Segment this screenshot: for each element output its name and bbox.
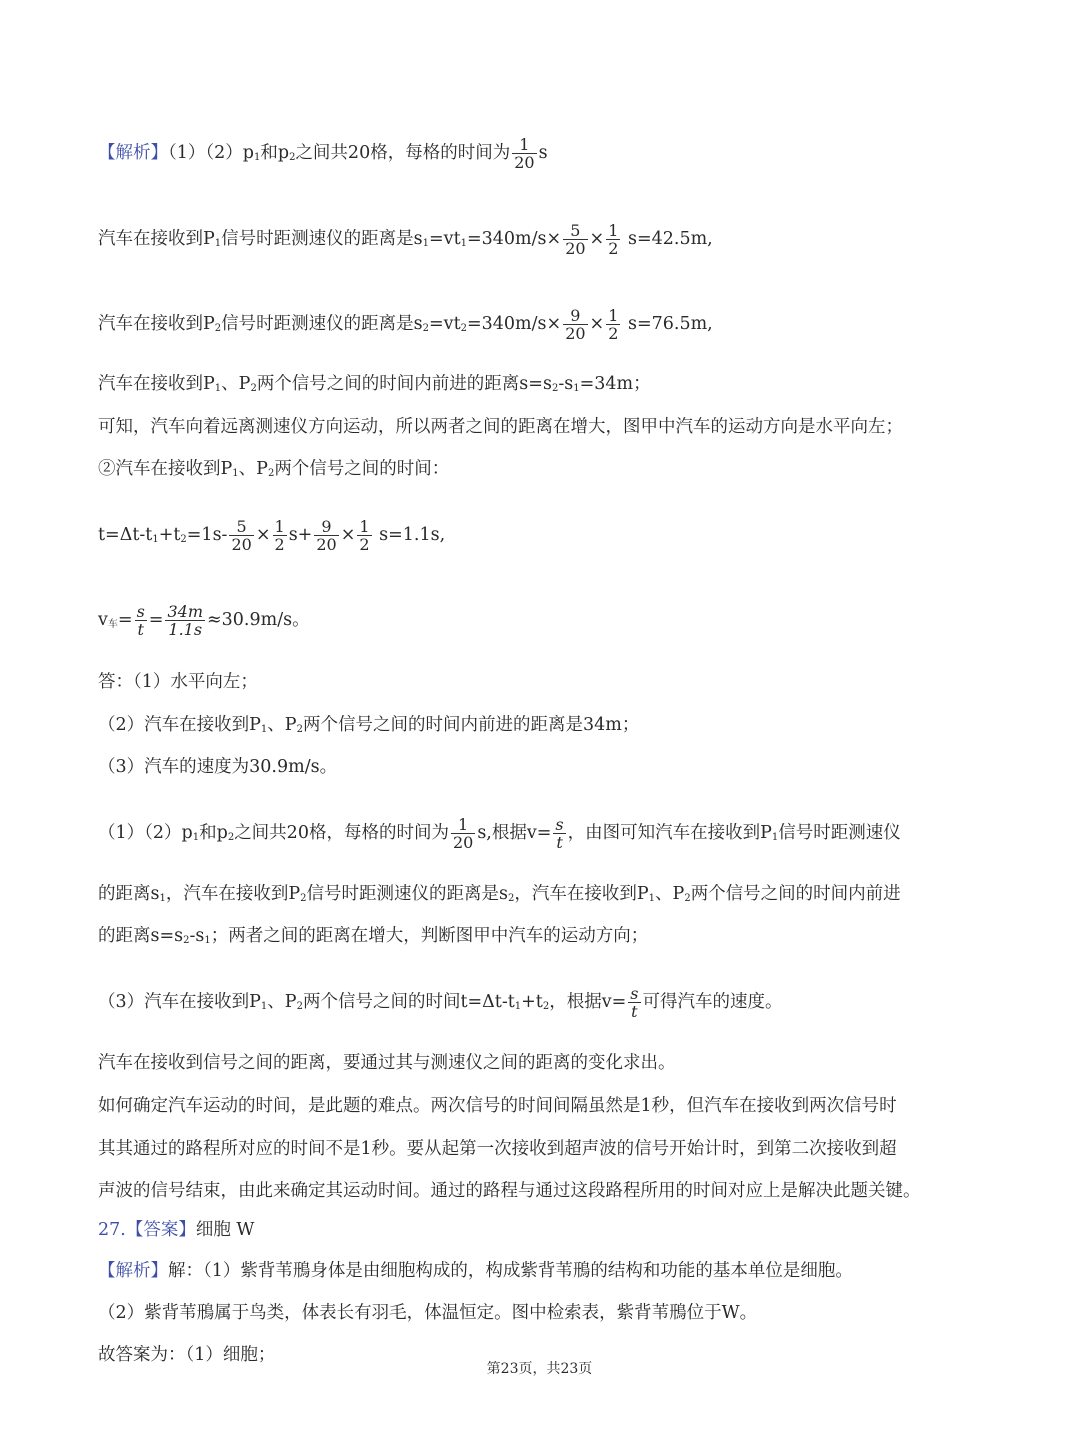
time-intro-line: ②汽车在接收到$P_1$、$P_2$两个信号之间的时间：: [98, 459, 450, 479]
note-line-1: $(1)(2)p_1$和$p_2$之间共20格，每格的时间为 $\frac{1}{20}$ s,根据v= $\frac{s}{t}$ ，由图可知汽车在接收到$P_1$信号时距测速仪: [98, 815, 901, 852]
q27-analysis-line-2: （2）紫背苇鳽属于鸟类，体表长有羽毛，体温恒定。图中检索表，紫背苇鳽位于W。: [98, 1303, 758, 1323]
page-footer: 第23页，共23页: [486, 1361, 593, 1377]
comment-line-4: 声波的信号结束，由此来确定其运动时间。通过的路程与通过这段路程所用的时间对应上是解决此题关键。: [98, 1181, 921, 1201]
fraction: $\frac{s}{t}$: [630, 984, 639, 1021]
calc-s2-line: 汽车在接收到$P_2$信号时距测速仪的距离是$s_2=vt_2=340m/s\times$ $\frac{9}{20}$ × $\frac{1}{2}$ s=76.5m,: [98, 306, 713, 343]
note-line-4: （3）汽车在接收到$P_1$、$P_2$两个信号之间的时间$t=\Delta t-t_1+t_2$，根据v= $\frac{s}{t}$ 可得汽车的速度。: [98, 984, 783, 1021]
q27-final-answer: 故答案为：（1）细胞；: [98, 1345, 276, 1365]
fraction: $\frac{s}{t}$: [136, 602, 145, 639]
velocity-calc-line: $v_车=$ $\frac{s}{t}$ = $\frac{34m}{1.1s}$ ≈30.9m/s。: [98, 602, 310, 639]
fraction: $\frac{5}{20}$: [231, 517, 252, 554]
time-calc-line: $t=\Delta t-t_1+t_2=1s-$ $\frac{5}{20}$ × $\frac{1}{2}$ s+ $\frac{9}{20}$ × $\frac{1}{2}$ s=1.1s,: [98, 517, 446, 554]
fraction: $\frac{9}{20}$: [565, 306, 586, 343]
analysis-tag: 【解析】: [98, 1261, 168, 1281]
answer-3-line: （3）汽车的速度为30.9m/s。: [98, 757, 338, 777]
q27-analysis-line: 【解析】解：（1）紫背苇鳽身体是由细胞构成的，构成紫背苇鳽的结构和功能的基本单位是细胞。: [98, 1261, 853, 1281]
analysis-tag: 【解析】: [98, 143, 168, 163]
fraction: $\frac{1}{2}$: [608, 221, 619, 258]
distance-line: 汽车在接收到$P_1$、$P_2$两个信号之间的时间内前进的距离$s=s_2-s_1=34m$；: [98, 374, 651, 394]
fraction: $\frac{1}{20}$: [452, 815, 474, 852]
fraction: $\frac{s}{t}$: [555, 815, 564, 852]
fraction: $\frac{1}{2}$: [274, 517, 285, 554]
comment-line-3: 其其通过的路程所对应的时间不是1秒。要从起第一次接收到超声波的信号开始计时，到第二次接收到超: [98, 1139, 897, 1159]
analysis-line-1: 【解析】$(1)(2)p_1$和$p_2$之间共20格，每格的时间为 $\frac{1}{20}$ s: [98, 135, 548, 172]
q27-answer-line: 27.【答案】细胞 W: [98, 1220, 255, 1240]
answer-2-line: （2）汽车在接收到$P_1$、$P_2$两个信号之间的时间内前进的距离是34m；: [98, 715, 640, 735]
answer-1-line: 答：（1）水平向左；: [98, 672, 258, 692]
direction-line: 可知，汽车向着远离测速仪方向运动，所以两者之间的距离在增大，图甲中汽车的运动方向是水平向左；: [98, 417, 903, 437]
note-line-3: 的距离$s=s_2-s_1$；两者之间的距离在增大，判断图甲中汽车的运动方向；: [98, 926, 649, 946]
answer-tag: 27.【答案】: [98, 1220, 196, 1240]
comment-line-2: 如何确定汽车运动的时间，是此题的难点。两次信号的时间间隔虽然是1秒，但汽车在接收到两次信号时: [98, 1096, 897, 1116]
fraction: $\frac{1}{2}$: [608, 306, 619, 343]
comment-line-1: 汽车在接收到信号之间的距离，要通过其与测速仪之间的距离的变化求出。: [98, 1053, 676, 1073]
fraction: $\frac{34m}{1.1s}$: [167, 602, 203, 639]
fraction: $\frac{5}{20}$: [565, 221, 586, 258]
calc-s1-line: 汽车在接收到$P_1$信号时距测速仪的距离是$s_1=vt_1=340m/s\times$ $\frac{5}{20}$ × $\frac{1}{2}$ s=42.5m,: [98, 221, 713, 258]
note-line-2: 的距离$s_1$，汽车在接收到$P_2$信号时距测速仪的距离是$s_2$，汽车在接收到$P_1$、$P_2$两个信号之间的时间内前进: [98, 884, 901, 904]
fraction: $\frac{1}{2}$: [359, 517, 370, 554]
fraction: $\frac{9}{20}$: [316, 517, 337, 554]
fraction: $\frac{1}{20}$: [514, 135, 535, 172]
